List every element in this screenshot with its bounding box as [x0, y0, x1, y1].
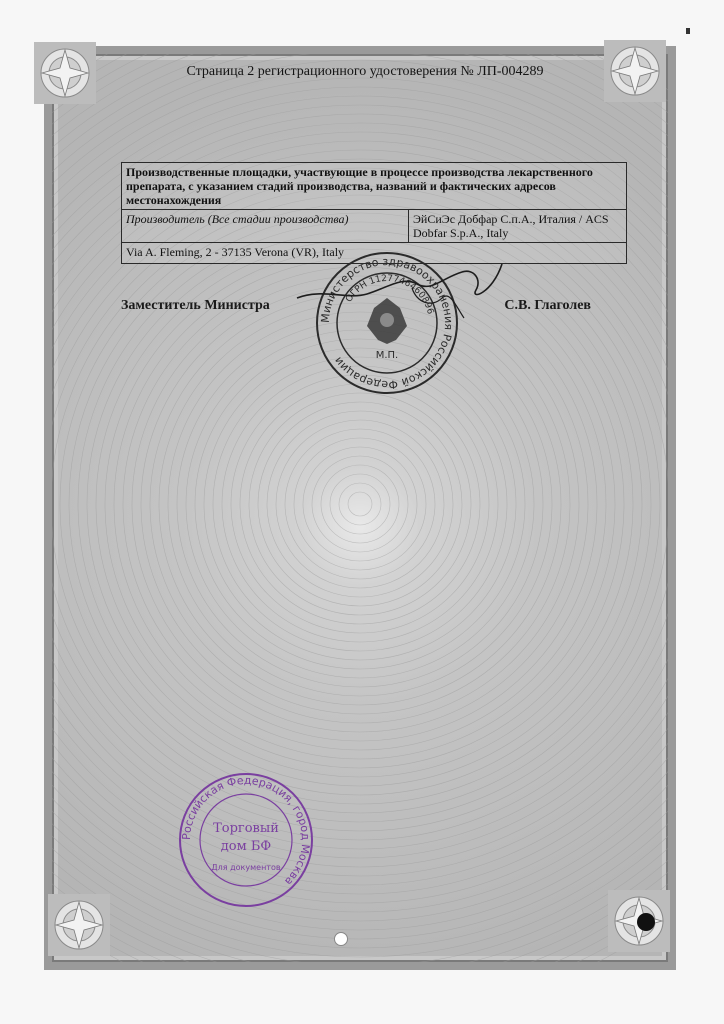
guilloche-ring	[348, 492, 372, 516]
trade-seal-center-line1: Торговый	[213, 821, 279, 836]
guilloche-ring	[258, 402, 462, 606]
guilloche-ring	[276, 420, 444, 588]
signatory-name: С.В. Глаголев	[504, 298, 591, 313]
guilloche-ring	[222, 366, 498, 642]
ministry-seal-ogrn: ОГРН 1127746460896	[344, 273, 436, 316]
manufacturer-address: Via A. Fleming, 2 - 37135 Verona (VR), Italy	[122, 243, 627, 264]
ministry-seal-center: М.П.	[375, 350, 399, 361]
table-row	[122, 210, 627, 243]
manufacturer-role: Производитель (Все стадии производства)	[122, 210, 409, 243]
handwritten-signature	[292, 258, 522, 338]
trade-house-seal-stamp	[176, 770, 316, 910]
guilloche-ring	[249, 393, 471, 615]
ministry-seal-outer-text: Министерство здравоохранения Российской Федерации	[318, 254, 456, 392]
guilloche-ring	[312, 456, 408, 552]
trade-seal-center-line2: дом БФ	[220, 839, 272, 854]
guilloche-ring	[339, 483, 381, 525]
guilloche-ring	[285, 429, 435, 579]
manufacturer-name: ЭйСиЭс Добфар С.п.А., Италия / ACS Dobfar S.p.A., Italy	[409, 210, 627, 243]
punch-hole	[637, 913, 655, 931]
table-heading: Производственные площадки, участвующие в процессе производства лекарственного препарата, с указанием стадий производства, названий и фактических адресов местонахождения	[122, 163, 627, 210]
trade-seal-outer-text: Российская Федерация, город Москва	[179, 773, 313, 888]
guilloche-ring	[267, 411, 453, 597]
edge-mark	[686, 28, 690, 34]
registration-mark	[334, 932, 348, 946]
corner-ornament-icon	[604, 40, 666, 102]
table-row	[122, 163, 627, 210]
trade-seal-bottom: Для документов	[211, 863, 281, 872]
guilloche-ring	[303, 447, 417, 561]
corner-ornament-icon	[48, 894, 110, 956]
page-title: Страница 2 регистрационного удостоверения № ЛП-004289	[186, 64, 544, 79]
corner-ornament-icon	[34, 42, 96, 104]
guilloche-ring	[294, 438, 426, 570]
signatory-title: Заместитель Министра	[121, 298, 270, 313]
guilloche-ring	[321, 465, 399, 543]
guilloche-ring	[231, 375, 489, 633]
guilloche-ring	[213, 357, 507, 651]
